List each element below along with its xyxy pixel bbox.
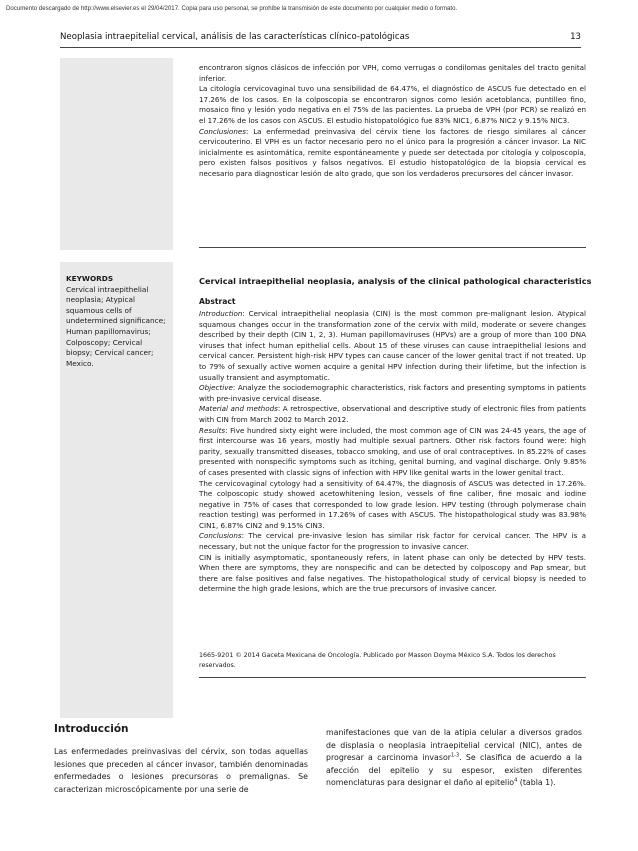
introduction-paragraph: manifestaciones que van de la atipia celular a diversos grados de displasia o neoplasia intraepitelial cervical (NIC), antes de progresar a carcinoma invasor$^{1-3}$. Se clasifica de acuerdo a la afección del epitelio y su espesor, existen diferentes nomenclaturas para designar el daño al epitelio$^4$ (tabla 1). — [326, 728, 582, 788]
spanish-abstract-paragraph: La citología cervicovaginal tuvo una sensibilidad de 64.47%, el diagnóstico de ASCUS fue detectado en el 17.26% de los casos. En la colposcopia se encontraron signos como lesión acetoblanca, puntilleo fino, mosaico fino y lesión yodo negativa en el 75% de las pacientes. La prueba de VPH (por PCR) se realizó en el 17.26% de los casos con ASCUS. El estudio histopatológico fue 83% NIC1, 6.87% NIC2 y 9.15% NIC3. — [199, 84, 586, 125]
introduction-left-column — [54, 746, 308, 796]
download-notice: Documento descargado de http://www.elsevier.es el 29/04/2017. Copia para uso personal, se prohíbe la transmisión de este documento por cualquier medio o formato. — [6, 5, 458, 12]
section-divider — [199, 247, 586, 248]
introduction-right-column — [326, 727, 582, 790]
abstract-results: Results: Five hundred sixty eight were included, the most common age of CIN was 24-45 years, the age of first intercourse was 16 years, mostly had multiple sexual partners. Other risk factors found were: high parity, sexually transmitted diseases, tobacco smoking, and use of oral contraceptives. In 85.22% of cases presented with nonspecific symptoms such as itching, genital burning, and vaginal discharge. Only 9.85% of cases presented with classic signs of infection with HPV like genital warts in the lower genital tract. — [199, 425, 586, 477]
abstract-conclusions: Conclusions: The cervical pre-invasive lesion has similar risk factor for cervical cancer. The HPV is a necessary, but not the unique factor for the progression to invasive cancer. — [199, 531, 586, 552]
introduction-heading: Introducción — [54, 723, 129, 735]
page-number: 13 — [570, 32, 581, 42]
sidebar-panel-top — [60, 58, 173, 250]
abstract-introduction: Introduction: Cervical intraepithelial neoplasia (CIN) is the most common pre-malignant lesion. Atypical squamous changes occur in the transformation zone of the cervix with mild, moderate or severe changes described by their depth (CIN 1, 2, 3). Human papillomaviruses (HPVs) are a group of more than 100 DNA viruses that infect human epithelial cells. About 15 of these viruses can cause intraepithelial lesions and cervical cancer. Persistent high-risk HPV types can cause cancer of the lower genital tract if not treated. Up to 79% of sexually active women acquire a genital HPV infection during their lifetime, but the infection is usually transient and asymptomatic. — [199, 309, 586, 382]
running-head-title: Neoplasia intraepitelial cervical, análisis de las características clínico-patológicas — [60, 32, 410, 42]
methods-label: Material and methods — [199, 404, 278, 414]
objective-label: Objective — [199, 383, 233, 393]
conclusions-label: Conclusiones — [199, 126, 247, 136]
spanish-abstract-conclusions — [199, 127, 586, 180]
citation: 4 — [514, 777, 518, 784]
section-divider — [199, 677, 586, 678]
keywords-block — [66, 274, 166, 369]
abstract-conclusions-continued: CIN is initially asymptomatic, spontaneously refers, in latent phase can only be detected by HPV tests. When there are symptoms, they are nonspecific and can be detected by colposcopy and Pap smear, but there are false positives and false negatives. The histopathological study of cervical biopsy is needed to determine the high grade lesions, which are the true precursors of invasive cancer. — [199, 552, 586, 594]
abstract-methods: Material and methods: A retrospective, observational and descriptive study of electronic files from patients with CIN from March 2002 to March 2012. — [199, 404, 586, 424]
introduction-label: Introduction — [199, 309, 243, 318]
abstract-results-continued: The cervicovaginal cytology had a sensitivity of 64.47%, the diagnosis of ASCUS was detected in 17.26%. The colposcopic study showed acetowhitening lesion, vessels of fine caliber, fine mosaic and iodine negative in 75% of cases that corresponded to low grade lesion. HPV testing (through polymerase chain reaction testing) was performed in 17.26% of cases with ASCUS. The histopathological study was 83.98% CIN1, 6.87% CIN2 and 9.15% CIN3. — [199, 478, 586, 530]
conclusions-label: Conclusions — [199, 531, 242, 541]
conclusions-text: : La enfermedad preinvasiva del cérvix tiene los factores de riesgo similares al cáncer cervicouterino. El VPH es un factor necesario pero no el único para la progresión a cáncer invasor. La NIC inicialmente es asintomática, remite espontáneamente y puede ser detectada por citología y colposcopia, pero existen falsos positivos y falsos negativos. El estudio histopatológico de la biopsia cervical es necesario para diagnosticar lesión de alto grado, que son los verdaderos precursores del cáncer invasor. — [199, 126, 586, 178]
results-label: Results — [199, 425, 226, 435]
citation: 1-3 — [450, 752, 460, 759]
abstract-objective: Objective: Analyze the sociodemographic characteristics, risk factors and presenting symptoms in patients with pre-invasive cervical disease. — [199, 383, 586, 403]
english-title: Cervical intraepithelial neoplasia, analysis of the clinical pathological characteristics — [199, 276, 592, 286]
copyright-notice: 1665-9201 © 2014 Gaceta Mexicana de Oncología. Publicado por Masson Doyma México S.A. Todos los derechos reservados. — [199, 652, 556, 669]
abstract-heading: Abstract — [199, 297, 236, 306]
keywords-list: Cervical intraepithelial neoplasia; Atypical squamous cells of undetermined significance; Human papillomavirus; Colposcopy; Cervical biopsy; Cervical cancer; Mexico. — [66, 284, 166, 368]
running-head — [60, 32, 581, 48]
spanish-abstract-continued — [199, 63, 586, 180]
english-abstract — [199, 309, 586, 595]
introduction-paragraph: Las enfermedades preinvasivas del cérvix, son todas aquellas lesiones que preceden al cáncer invasor, también denominadas enfermedades o lesiones precursoras o premalignas. Se caracterizan microscópicamente por una serie de — [54, 747, 308, 794]
keywords-heading: KEYWORDS — [66, 274, 114, 283]
spanish-abstract-paragraph: encontraron signos clásicos de infección por VPH, como verrugas o condilomas genitales del tracto genital inferior. — [199, 63, 586, 83]
